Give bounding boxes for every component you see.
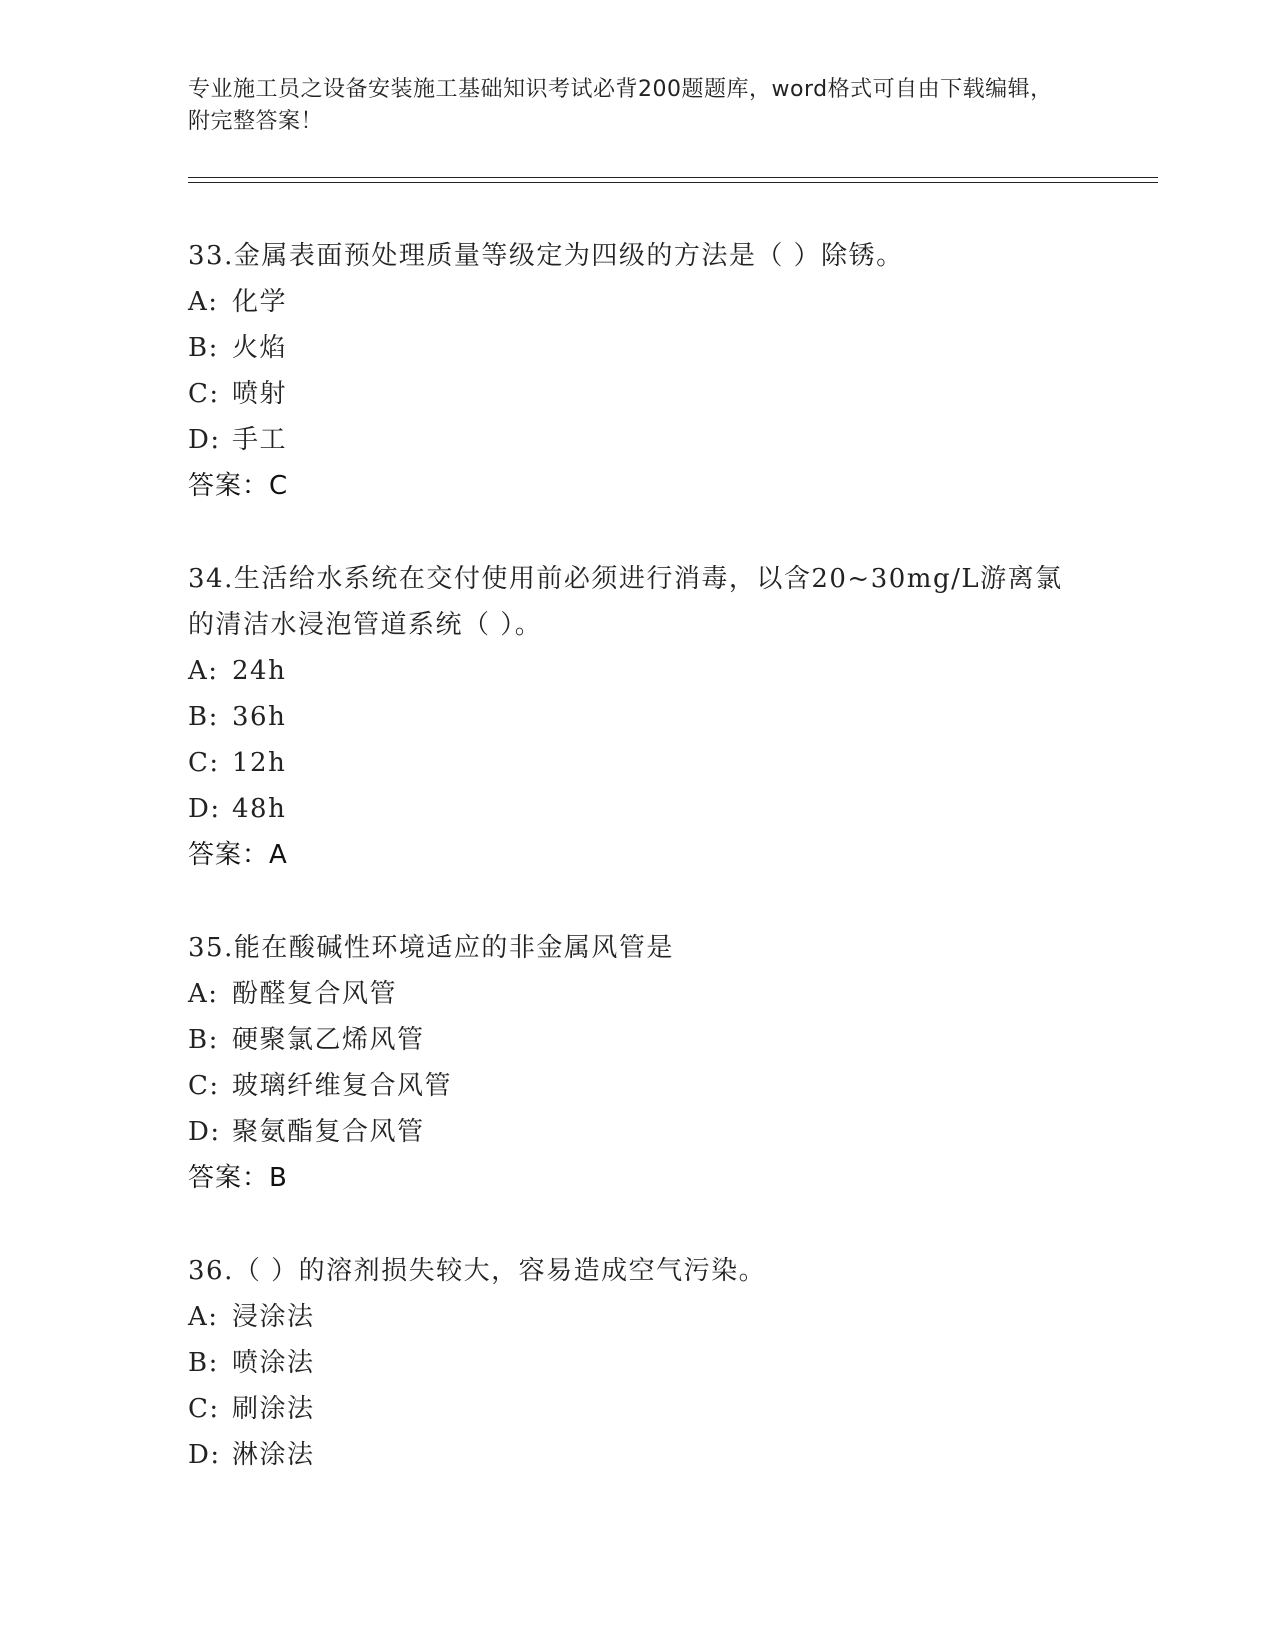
question-33 bbox=[188, 233, 1088, 509]
option-c bbox=[188, 740, 1088, 786]
option-b bbox=[188, 694, 1088, 740]
option-text: 酚醛复合风管 bbox=[232, 979, 398, 1009]
option-label: C: bbox=[188, 1071, 220, 1101]
option-text: 刷涂法 bbox=[232, 1394, 315, 1424]
header-divider-bottom bbox=[188, 182, 1158, 183]
option-text: 12h bbox=[232, 748, 287, 778]
option-text: 24h bbox=[232, 656, 287, 686]
option-label: A: bbox=[188, 1302, 219, 1332]
question-36 bbox=[188, 1248, 1088, 1478]
option-label: A: bbox=[188, 656, 219, 686]
option-text: 36h bbox=[232, 702, 287, 732]
header-divider-top bbox=[188, 177, 1158, 178]
option-text: 浸涂法 bbox=[232, 1302, 315, 1332]
option-b bbox=[188, 1017, 1088, 1063]
option-label: D: bbox=[188, 425, 221, 455]
option-d bbox=[188, 786, 1088, 832]
option-text: 手工 bbox=[232, 425, 288, 455]
option-label: B: bbox=[188, 1348, 219, 1378]
option-label: C: bbox=[188, 379, 220, 409]
question-stem: 33.金属表面预处理质量等级定为四级的方法是（ ）除锈。 bbox=[188, 241, 904, 271]
option-c bbox=[188, 1063, 1088, 1109]
answer: 答案：A bbox=[188, 840, 288, 870]
option-text: 硬聚氯乙烯风管 bbox=[232, 1025, 425, 1055]
option-text: 玻璃纤维复合风管 bbox=[232, 1071, 453, 1101]
option-d bbox=[188, 1109, 1088, 1155]
option-label: C: bbox=[188, 748, 220, 778]
option-c bbox=[188, 371, 1088, 417]
option-d bbox=[188, 1432, 1088, 1478]
option-label: B: bbox=[188, 702, 219, 732]
answer: 答案：B bbox=[188, 1163, 288, 1193]
option-label: B: bbox=[188, 1025, 219, 1055]
option-label: D: bbox=[188, 1117, 221, 1147]
answer: 答案：C bbox=[188, 471, 289, 501]
option-text: 喷射 bbox=[232, 379, 288, 409]
option-label: C: bbox=[188, 1394, 220, 1424]
question-35 bbox=[188, 925, 1088, 1201]
option-c bbox=[188, 1386, 1088, 1432]
option-label: B: bbox=[188, 333, 219, 363]
option-a bbox=[188, 1294, 1088, 1340]
option-b bbox=[188, 1340, 1088, 1386]
option-label: A: bbox=[188, 287, 219, 317]
option-text: 喷涂法 bbox=[232, 1348, 315, 1378]
question-stem: 35.能在酸碱性环境适应的非金属风管是 bbox=[188, 933, 674, 963]
option-d bbox=[188, 417, 1088, 463]
option-text: 聚氨酯复合风管 bbox=[232, 1117, 425, 1147]
option-text: 化学 bbox=[232, 287, 288, 317]
option-label: D: bbox=[188, 1440, 221, 1470]
option-text: 48h bbox=[232, 794, 287, 824]
option-text: 淋涂法 bbox=[232, 1440, 315, 1470]
question-list bbox=[188, 233, 1088, 1478]
option-text: 火焰 bbox=[232, 333, 288, 363]
option-label: D: bbox=[188, 794, 221, 824]
option-a bbox=[188, 971, 1088, 1017]
option-a bbox=[188, 648, 1088, 694]
question-stem: 36.（ ）的溶剂损失较大，容易造成空气污染。 bbox=[188, 1256, 767, 1286]
question-stem: 34.生活给水系统在交付使用前必须进行消毒，以含20~30mg/L游离氯的清洁水浸泡管道系统（ ）。 bbox=[188, 564, 1063, 640]
option-b bbox=[188, 325, 1088, 371]
option-a bbox=[188, 279, 1088, 325]
question-34 bbox=[188, 556, 1088, 878]
option-label: A: bbox=[188, 979, 219, 1009]
document-header: 专业施工员之设备安装施工基础知识考试必背200题题库，word格式可自由下载编辑，附完整答案！ bbox=[188, 77, 1053, 134]
